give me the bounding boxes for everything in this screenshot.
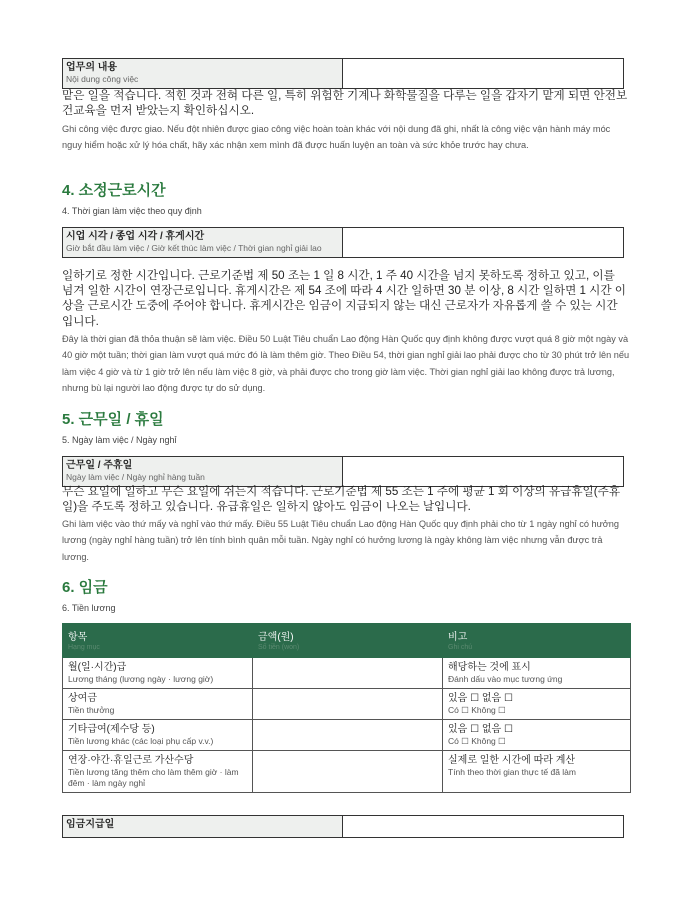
header-amount-sub: Số tiền (won) bbox=[258, 644, 300, 651]
work-content-label-vi: Nội dung công việc bbox=[66, 74, 139, 84]
payday-input[interactable] bbox=[343, 816, 624, 838]
workday-label: 근무일 / 주휴일 bbox=[66, 460, 133, 471]
note-label: 실제로 일한 시간에 따라 계산 bbox=[448, 755, 576, 766]
table-row bbox=[63, 689, 631, 720]
work-hours-label: 시업 시각 / 종업 시각 / 휴게시간 bbox=[66, 231, 205, 242]
bonus-checkbox-group-vi[interactable]: Có ☐ Không ☐ bbox=[448, 705, 506, 715]
header-note-sub: Ghi chú bbox=[448, 644, 473, 651]
amount-input[interactable] bbox=[253, 751, 443, 793]
table-row bbox=[63, 751, 631, 793]
allowance-checkbox-group[interactable]: 있음 ☐ 없음 ☐ bbox=[448, 724, 513, 735]
section-4-title: 4. 소정근로시간 bbox=[62, 182, 166, 199]
amount-input[interactable] bbox=[253, 689, 443, 720]
wage-table-header bbox=[63, 624, 631, 658]
header-note bbox=[443, 624, 631, 658]
header-item bbox=[63, 624, 253, 658]
work-content-input[interactable] bbox=[343, 59, 624, 89]
item-label: 월(일·시간)급 bbox=[68, 662, 127, 673]
work-hours-input[interactable] bbox=[343, 228, 624, 258]
item-cell bbox=[63, 658, 253, 689]
table-row bbox=[63, 720, 631, 751]
header-note-label: 비고 bbox=[448, 632, 468, 643]
workday-note-vi: Ghi làm việc vào thứ mấy và nghỉ vào thứ mấy. Điều 55 Luật Tiêu chuẩn Lao động Hàn Quốc quy định phải cho từ 1 ngày nghỉ có hưởng lương (ngày nghỉ hàng tuần) trở lên tính bình quân mỗi tuần. Ngày nghỉ có hưởng lương là ngày không làm việc nhưng vẫn được trả lương. bbox=[62, 519, 620, 562]
section-5-title: 5. 근무일 / 휴일 bbox=[62, 411, 164, 428]
item-label-vi: Tiền lương khác (các loại phụ cấp v.v.) bbox=[68, 736, 214, 746]
note-label: 해당하는 것에 표시 bbox=[448, 662, 531, 673]
workday-label-vi: Ngày làm việc / Ngày nghỉ hàng tuần bbox=[66, 472, 205, 482]
item-cell bbox=[63, 751, 253, 793]
work-hours-label-vi: Giờ bắt đầu làm việc / Giờ kết thúc làm việc / Thời gian nghỉ giải lao bbox=[66, 243, 322, 253]
item-label-vi: Tiền thưởng bbox=[68, 705, 115, 715]
workday-note-ko: 무슨 요일에 일하고 무슨 요일에 쉬는지 적습니다. 근로기준법 제 55 조는 1 주에 평균 1 회 이상의 유급휴일(주휴일)을 주도록 정하고 있습니다. 유급휴일은 일하지 않아도 임금이 나오는 날입니다. bbox=[62, 485, 621, 514]
header-item-label: 항목 bbox=[68, 632, 88, 643]
table-row bbox=[63, 658, 631, 689]
item-label: 연장·야간·휴일근로 가산수당 bbox=[68, 755, 194, 766]
workday-field bbox=[62, 456, 624, 487]
payday-field bbox=[62, 815, 624, 838]
note-label-vi: Tính theo thời gian thực tế đã làm bbox=[448, 767, 576, 777]
work-hours-note-ko: 일하기로 정한 시간입니다. 근로기준법 제 50 조는 1 일 8 시간, 1 주 40 시간을 넘지 못하도록 정하고 있고, 이를 넘겨 일한 시간이 연장근로입니다. 휴게시간은 제 54 조에 따라 4 시간 일하면 30 분 이상, 8 시간 일하면 1 시간 이상을 근로시간 도중에 주어야 합니다. 휴게시간은 임금이 지급되지 않는 대신 근로자가 자유롭게 쓸 수 있는 시간입니다. bbox=[62, 269, 626, 328]
workday-label-cell bbox=[63, 457, 343, 487]
work-hours-note-vi: Đây là thời gian đã thỏa thuận sẽ làm việc. Điều 50 Luật Tiêu chuẩn Lao động Hàn Quốc quy định không được vượt quá 8 giờ một ngày và 40 giờ một tuần; thời gian làm vượt quá mức đó là làm thêm giờ. Theo Điều 54, thời gian nghỉ giải lao phải được cho từ 30 phút trở lên nếu làm việc 4 giờ và từ 1 giờ trở lên nếu làm việc 8 giờ, và phải được cho trong giờ làm việc. Thời gian nghỉ giải lao không được trả lương, nhưng bù lại người lao động được tự do sử dụng. bbox=[62, 334, 630, 394]
amount-input[interactable] bbox=[253, 720, 443, 751]
section-4-subtitle: 4. Thời gian làm việc theo quy định bbox=[62, 206, 202, 216]
header-amount bbox=[253, 624, 443, 658]
section-6-subtitle: 6. Tiền lương bbox=[62, 603, 116, 613]
amount-input[interactable] bbox=[253, 658, 443, 689]
bonus-checkbox-group[interactable]: 있음 ☐ 없음 ☐ bbox=[448, 693, 513, 704]
section-6-title: 6. 임금 bbox=[62, 579, 108, 596]
note-cell[interactable] bbox=[443, 720, 631, 751]
work-content-note-ko: 맡은 일을 적습니다. 적힌 것과 전혀 다른 일, 특히 위험한 기계나 화학물질을 다루는 일을 갑자기 맡게 되면 안전보건교육을 먼저 받았는지 확인하십시오. bbox=[62, 89, 628, 118]
item-cell bbox=[63, 720, 253, 751]
work-content-label-cell bbox=[63, 59, 343, 89]
item-cell bbox=[63, 689, 253, 720]
wage-table bbox=[62, 623, 631, 793]
item-label: 기타급여(제수당 등) bbox=[68, 724, 155, 735]
payday-label-cell bbox=[63, 816, 343, 838]
item-label: 상여금 bbox=[68, 693, 97, 704]
note-cell[interactable] bbox=[443, 689, 631, 720]
work-content-field bbox=[62, 58, 624, 89]
note-cell bbox=[443, 658, 631, 689]
payday-label: 임금지급일 bbox=[66, 819, 115, 830]
note-label-vi: Đánh dấu vào mục tương ứng bbox=[448, 674, 563, 684]
header-item-sub: Hạng mục bbox=[68, 644, 100, 651]
work-hours-label-cell bbox=[63, 228, 343, 258]
header-amount-label: 금액(원) bbox=[258, 632, 294, 643]
item-label-vi: Tiền lương tăng thêm cho làm thêm giờ · làm đêm · làm ngày nghỉ bbox=[68, 767, 239, 788]
section-5-subtitle: 5. Ngày làm việc / Ngày nghỉ bbox=[62, 435, 177, 445]
work-hours-field bbox=[62, 227, 624, 258]
workday-input[interactable] bbox=[343, 457, 624, 487]
work-content-note-vi: Ghi công việc được giao. Nếu đột nhiên được giao công việc hoàn toàn khác với nội dung đã ghi, nhất là công việc vận hành máy móc nguy hiểm hoặc xử lý hóa chất, hãy xác nhận xem mình đã được huấn luyện an toàn và sức khỏe trước hay chưa. bbox=[62, 124, 611, 151]
work-content-label: 업무의 내용 bbox=[66, 62, 118, 73]
item-label-vi: Lương tháng (lương ngày · lương giờ) bbox=[68, 674, 214, 684]
note-cell bbox=[443, 751, 631, 793]
allowance-checkbox-group-vi[interactable]: Có ☐ Không ☐ bbox=[448, 736, 506, 746]
